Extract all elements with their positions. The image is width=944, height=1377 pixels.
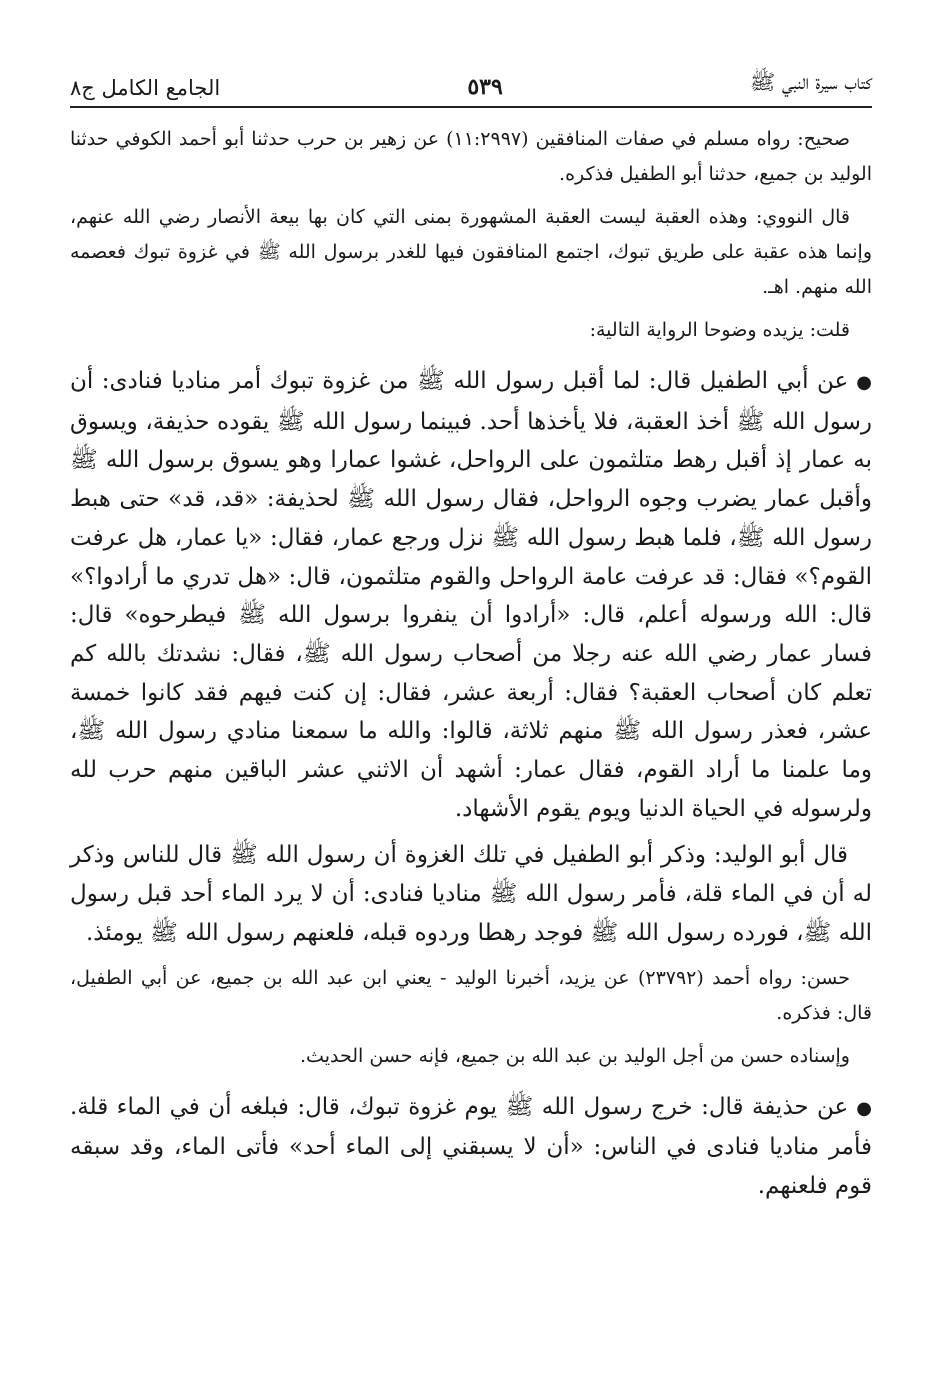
hadith-abu-tufayl-text: عن أبي الطفيل قال: لما أقبل رسول الله ﷺ من غزوة تبوك أمر مناديا فنادى: أن رسول الله ﷺ أخذ العقبة، فلا يأخذها أحد. فبينما رسول الله ﷺ يقوده حذيفة، ويسوق به عمار إذ أقبل رهط متلثمون على الرواحل، غشوا عمارا وهو يسوق برسول الله ﷺ وأقبل عمار يضرب وجوه الرواحل، فقال رسول الله ﷺ لحذيفة: «قد، قد» حتى هبط رسول الله ﷺ، فلما هبط رسول الله ﷺ نزل ورجع عمار، فقال: «يا عمار، هل عرفت القوم؟» فقال: قد عرفت عامة الرواحل والقوم متلثمون، قال: «هل تدري ما أرادوا؟» قال: الله ورسوله أعلم، قال: «أرادوا أن ينفروا برسول الله ﷺ فيطرحوه» قال: فسار عمار رضي الله عنه رجلا من أصحاب رسول الله ﷺ، فقال: نشدتك بالله كم تعلم كان أصحاب العقبة؟ فقال: أربعة عشر، فقال: إن كنت فيهم فقد كانوا خمسة عشر، فعذر رسول الله ﷺ منهم ثلاثة، قالوا: والله ما سمعنا منادي رسول الله ﷺ، وما علمنا ما أراد القوم، فقال عمار: أشهد أن الاثني عشر الباقين منهم حرب لله ولرسوله في الحياة الدنيا ويوم يقوم الأشهاد. bbox=[70, 368, 873, 822]
bullet-icon: ● bbox=[856, 1097, 872, 1119]
hadith-hudhayfa bbox=[70, 1088, 872, 1206]
takhrij-ahmad: حسن: رواه أحمد (٢٣٧٩٢) عن يزيد، أخبرنا الوليد - يعني ابن عبد الله بن جميع، عن أبي الطفيل، قال: فذكره. bbox=[70, 966, 872, 1024]
header-rule bbox=[70, 106, 872, 108]
book-title: كتاب سيرة النبي ﷺ bbox=[749, 70, 872, 94]
isnad-note: وإسناده حسن من أجل الوليد بن عبد الله بن جميع، فإنه حسن الحديث. bbox=[300, 1044, 850, 1067]
page-body bbox=[70, 122, 872, 1206]
hadith-abu-tufayl bbox=[70, 362, 872, 828]
author-note: قلت: يزيده وضوحا الرواية التالية: bbox=[589, 319, 850, 341]
bullet-icon: ● bbox=[856, 372, 872, 393]
hadith-hudhayfa-text: عن حذيفة قال: خرج رسول الله ﷺ يوم غزوة تبوك، قال: فبلغه أن في الماء قلة. فأمر مناديا فنادى في الناس: «أن لا يسبقني إلى الماء أحد» فأتى الماء، وقد سبقه قوم فلعنهم. bbox=[70, 1093, 872, 1199]
abu-al-walid-narration: قال أبو الوليد: وذكر أبو الطفيل في تلك الغزوة أن رسول الله ﷺ قال للناس وذكر له أن في الماء قلة، فأمر رسول الله ﷺ مناديا فنادى: أن لا يرد الماء أحد قبل رسول الله ﷺ، فورده رسول الله ﷺ فوجد رهطا وردوه قبله، فلعنهم رسول الله ﷺ يومئذ. bbox=[70, 842, 872, 946]
volume-title: الجامع الكامل ج٨ bbox=[70, 76, 221, 100]
takhrij-muslim: صحيح: رواه مسلم في صفات المنافقين (١١:٢٩٩٧) عن زهير بن حرب حدثنا أبو أحمد الكوفي حدثنا الوليد بن جميع، حدثنا أبو الطفيل فذكره. bbox=[70, 128, 872, 185]
page-number: ٥٣٩ bbox=[467, 74, 503, 100]
page-header bbox=[70, 64, 872, 100]
nawawi-comment: قال النووي: وهذه العقبة ليست العقبة المشهورة بمنى التي كان بها بيعة الأنصار رضي الله عنهم، وإنما هذه عقبة على طريق تبوك، اجتمع المنافقون فيها للغدر برسول الله ﷺ في غزوة تبوك فعصمه الله منهم. اهـ. bbox=[70, 206, 872, 298]
